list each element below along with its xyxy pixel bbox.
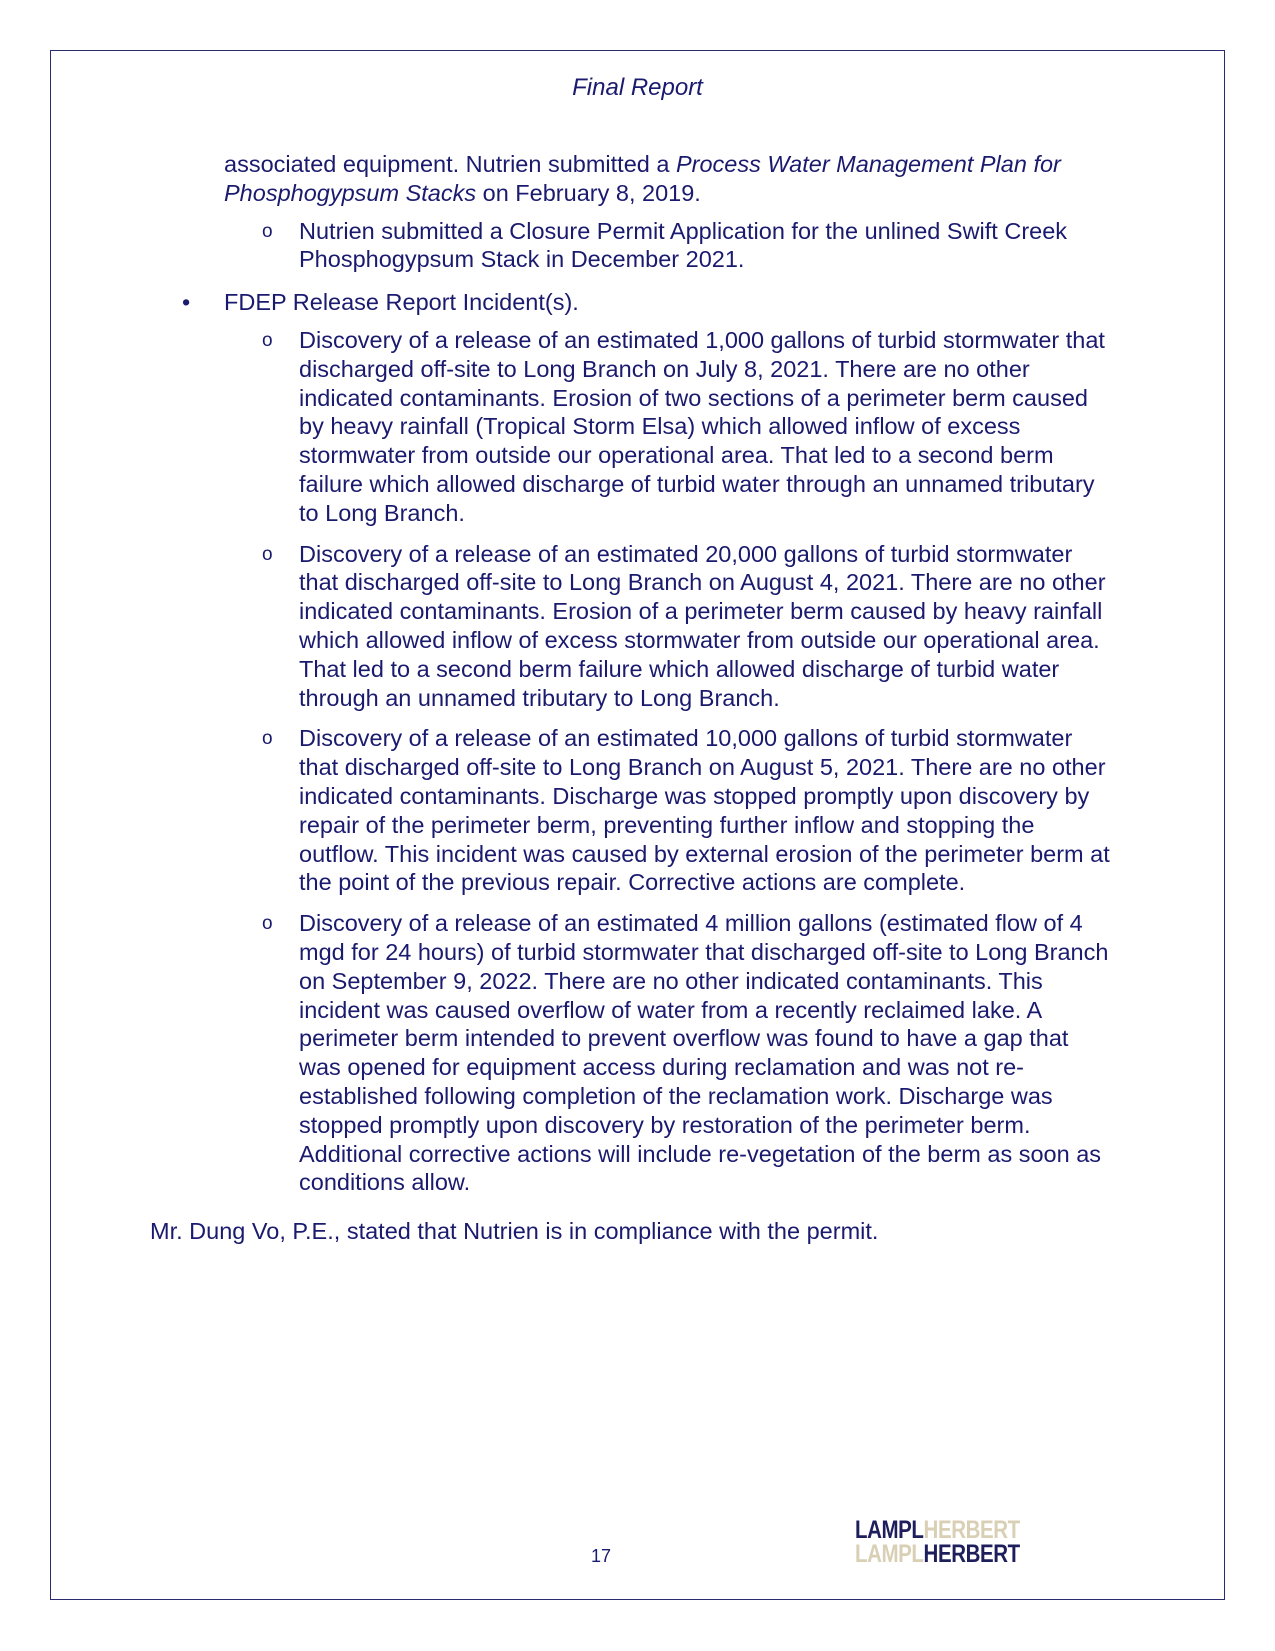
logo-lampl-light: LAMPL	[855, 1540, 924, 1568]
document-body	[150, 150, 1110, 1246]
plan-title: Process Water Management Plan for Phosphogypsum Stacks	[224, 151, 1061, 206]
lampl-herbert-logo	[855, 1518, 1019, 1566]
circle-bullet-icon: o	[262, 543, 273, 565]
incident-text: Discovery of a release of an estimated 4 million gallons (estimated flow of 4 mgd for 24 hours) of turbid stormwater that discharged off-site to Long Branch on September 9, 2022. There are no other indicated contaminants. This incident was caused overflow of water from a recently reclaimed lake. A perimeter berm intended to prevent overflow was found to have a gap that was opened for equipment access during reclamation and was not re-established following completion of the reclamation work. Discharge was stopped promptly upon discovery by restoration of the perimeter berm. Additional corrective actions will include re-vegetation of the berm as soon as conditions allow.	[299, 910, 1109, 1196]
bullet-label: FDEP Release Report Incident(s).	[224, 289, 579, 316]
logo-row-top	[855, 1518, 1019, 1542]
circle-bullet-icon: o	[262, 329, 273, 351]
logo-lampl-dark: LAMPL	[855, 1516, 924, 1544]
logo-herbert-dark: HERBERT	[923, 1540, 1020, 1568]
circle-bullet-icon: o	[262, 728, 273, 750]
closure-text: Nutrien submitted a Closure Permit Application for the unlined Swift Creek Phosphogypsum Stack in December 2021.	[299, 217, 1068, 273]
sub-list-item-closure	[150, 217, 1110, 275]
bullet-dot-icon: •	[182, 289, 191, 316]
page-header: Final Report	[572, 74, 703, 101]
circle-bullet-icon: o	[262, 913, 273, 935]
incident-item	[150, 540, 1110, 713]
bullet-item-fdep	[150, 288, 1110, 317]
intro-text: associated equipment. Nutrien submitted a	[224, 151, 676, 177]
incident-text: Discovery of a release of an estimated 20,000 gallons of turbid stormwater that discharged off-site to Long Branch on August 4, 2021. There are no other indicated contaminants. Erosion of a perimeter berm caused by heavy rainfall which allowed inflow of excess stormwater from outside our operational area. That led to a second berm failure which allowed discharge of turbid water through an unnamed tributary to Long Branch.	[299, 540, 1106, 711]
incident-item	[150, 724, 1110, 897]
incident-text: Discovery of a release of an estimated 1,000 gallons of turbid stormwater that discharged off-site to Long Branch on July 8, 2021. There are no other indicated contaminants. Erosion of two sections of a perimeter berm caused by heavy rainfall (Tropical Storm Elsa) which allowed inflow of excess stormwater from outside our operational area. That led to a second berm failure which allowed discharge of turbid water through an unnamed tributary to Long Branch.	[299, 326, 1105, 526]
incident-item	[150, 909, 1110, 1197]
incident-text: Discovery of a release of an estimated 10,000 gallons of turbid stormwater that discharged off-site to Long Branch on August 5, 2021. There are no other indicated contaminants. Discharge was stopped promptly upon discovery by repair of the perimeter berm, preventing further inflow and stopping the outflow. This incident was caused by external erosion of the perimeter berm at the point of the previous repair. Corrective actions are complete.	[299, 725, 1110, 896]
incident-item	[150, 326, 1110, 528]
circle-bullet-icon: o	[262, 220, 273, 242]
page-number: 17	[590, 1546, 612, 1566]
continued-paragraph	[224, 150, 1110, 208]
logo-herbert-light: HERBERT	[923, 1516, 1020, 1544]
logo-row-bottom	[855, 1542, 1019, 1566]
conclusion-paragraph: Mr. Dung Vo, P.E., stated that Nutrien is in compliance with the permit.	[150, 1218, 879, 1245]
intro-date-text: on February 8, 2019.	[476, 179, 701, 206]
